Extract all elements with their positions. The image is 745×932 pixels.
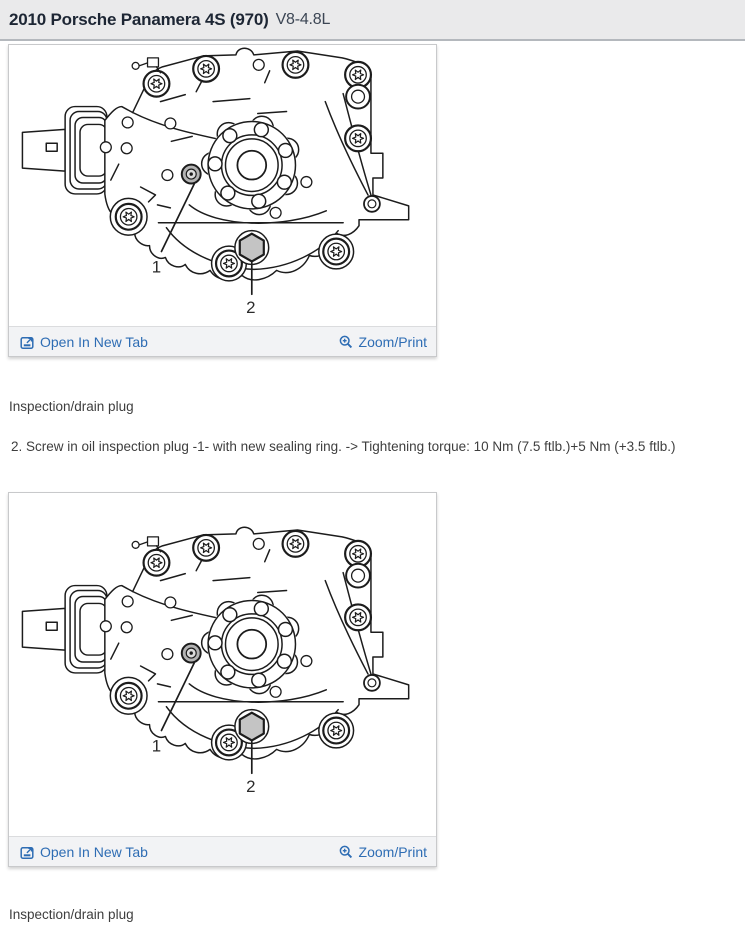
transfer-case-diagram-1 bbox=[9, 45, 436, 326]
figure-toolbar-1 bbox=[9, 326, 436, 356]
open-in-new-tab-link[interactable] bbox=[20, 335, 148, 349]
vehicle-engine: V8-4.8L bbox=[275, 10, 331, 28]
figure-caption-2: Inspection/drain plug bbox=[9, 907, 134, 922]
open-in-new-tab-icon bbox=[20, 335, 34, 349]
diagram-panel-1 bbox=[8, 44, 437, 357]
open-in-new-tab-label: Open In New Tab bbox=[40, 333, 148, 350]
step-instruction: 2. Screw in oil inspection plug -1- with new sealing ring. -> Tightening torque: 10 Nm (7.5 ftlb.)+5 Nm (+3.5 ftlb.) bbox=[11, 439, 676, 454]
open-in-new-tab-icon bbox=[20, 845, 34, 859]
magnifier-plus-icon bbox=[339, 845, 353, 859]
zoom-print-link[interactable] bbox=[339, 845, 427, 859]
vehicle-header bbox=[0, 0, 745, 41]
figure-toolbar-2 bbox=[9, 836, 436, 866]
zoom-print-label: Zoom/Print bbox=[358, 843, 427, 860]
diagram-panel-2 bbox=[8, 492, 437, 867]
zoom-print-link[interactable] bbox=[339, 335, 427, 349]
zoom-print-label: Zoom/Print bbox=[358, 333, 427, 350]
figure-caption-1: Inspection/drain plug bbox=[9, 399, 134, 414]
magnifier-plus-icon bbox=[339, 335, 353, 349]
transfer-case-diagram-2 bbox=[9, 493, 436, 836]
vehicle-title: 2010 Porsche Panamera 4S (970) bbox=[9, 9, 269, 29]
open-in-new-tab-link[interactable] bbox=[20, 845, 148, 859]
open-in-new-tab-label: Open In New Tab bbox=[40, 843, 148, 860]
